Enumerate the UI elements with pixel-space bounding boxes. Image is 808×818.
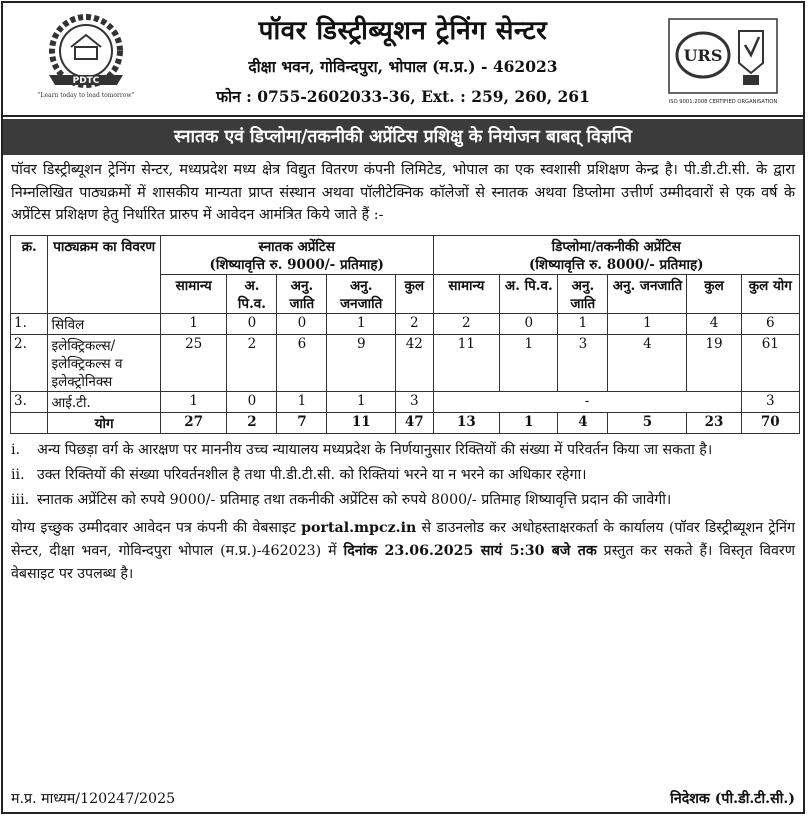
org-name: पॉवर डिस्ट्रीब्यूशन ट्रेनिंग सेन्टर — [258, 16, 548, 46]
iso-certification-logo — [667, 17, 779, 107]
grand-total: 70 — [741, 412, 799, 433]
sub-header: कुल — [687, 274, 741, 313]
svg-text:PDTC: PDTC — [72, 76, 100, 86]
sub-header: कुल — [396, 274, 433, 313]
deadline: दिनांक 23.06.2025 सायं 5:30 बजे तक — [343, 542, 597, 559]
sub-header: अनु. जनजाति — [608, 274, 687, 313]
cell: 6 — [277, 334, 327, 391]
instruction-text: योग्य इच्छुक उम्मीदवार आवेदन पत्र कंपनी की वेबसाइट — [11, 519, 302, 536]
svg-text:URS: URS — [683, 46, 723, 65]
sub-header: अनु. जाति — [277, 274, 327, 313]
sub-header: अ. पि.व. — [500, 274, 558, 313]
cell: 3 — [396, 391, 433, 412]
header-course: पाठ्यक्रम का विवरण — [48, 235, 160, 313]
note-number: iii. — [11, 491, 30, 508]
cell: 25 — [160, 334, 227, 391]
cell: 1 — [500, 334, 558, 391]
pdtc-logo — [31, 13, 141, 105]
sub-header-grand-total: कुल योग — [741, 274, 799, 313]
org-address: दीक्षा भवन, गोविन्दपुरा, भोपाल (म.प्र.) - 462023 — [248, 57, 558, 76]
row-serial: 1. — [11, 313, 48, 334]
total-cell: 2 — [227, 412, 277, 433]
total-cell: 47 — [396, 412, 433, 433]
sub-header: अनु. जनजाति — [327, 274, 396, 313]
notes-list — [3, 434, 803, 511]
signatory: निदेशक (पी.डी.टी.सी.) — [670, 791, 795, 807]
row-course: इलेक्ट्रिकल्स/ इलेक्ट्रिकल्स व इलेक्ट्रोनिक्स — [48, 334, 160, 391]
header — [3, 3, 803, 117]
list-item — [11, 465, 793, 486]
cell: 1 — [558, 313, 608, 334]
total-cell: 13 — [433, 412, 500, 433]
row-serial: 2. — [11, 334, 48, 391]
total-cell: 11 — [327, 412, 396, 433]
notice-title-banner: स्नातक एवं डिप्लोमा/तकनीकी अप्रेंटिस प्रशिक्षु के नियोजन बाबत् विज्ञप्ति — [3, 119, 803, 155]
cell: 2 — [433, 313, 500, 334]
footer — [11, 789, 795, 808]
svg-text:ISO 9001:2008 CERTIFIED ORGANI: ISO 9001:2008 CERTIFIED ORGANISATION — [668, 99, 778, 105]
notice-page — [1, 1, 805, 814]
instruction-text: प्रस्तुत कर सकते हैं। विस्तृत विवरण वेबसाइट पर उपलब्ध है। — [11, 542, 795, 582]
cell: 1 — [608, 313, 687, 334]
total-cell: 5 — [608, 412, 687, 433]
cell: 0 — [277, 313, 327, 334]
cell: 2 — [396, 313, 433, 334]
header-serial: क्र. — [11, 235, 48, 313]
total-cell: 4 — [558, 412, 608, 433]
note-number: i. — [11, 441, 21, 458]
cell: 6 — [741, 313, 799, 334]
cell: 3 — [741, 391, 799, 412]
total-cell: 23 — [687, 412, 741, 433]
note-number: ii. — [11, 466, 25, 483]
totals-row — [11, 412, 800, 433]
sub-header: सामान्य — [160, 274, 227, 313]
graduate-stipend: (शिष्यावृत्ति रु. 9000/- प्रतिमाह) — [209, 256, 384, 273]
cell: 19 — [687, 334, 741, 391]
note-text: अन्य पिछड़ा वर्ग के आरक्षण पर माननीय उच्च न्यायालय मध्यप्रदेश के निर्णयानुसार रिक्तियों की संख्या में परिवर्तन किया जा सकता है। — [37, 441, 713, 458]
note-text: उक्त रिक्तियों की संख्या परिवर्तनशील है तथा पी.डी.टी.सी. को रिक्तियां भरने या न भरने का अधिकार रहेगा। — [37, 466, 587, 483]
cell: 9 — [327, 334, 396, 391]
vacancy-table — [10, 235, 800, 434]
cell: 4 — [687, 313, 741, 334]
cell: 0 — [227, 391, 277, 412]
cell: 3 — [558, 334, 608, 391]
table-row — [11, 313, 800, 334]
header-text — [143, 11, 663, 107]
cell: 2 — [227, 334, 277, 391]
totals-label: योग — [48, 412, 160, 433]
cell: 1 — [327, 313, 396, 334]
cell: 0 — [227, 313, 277, 334]
row-course: आई.टी. — [48, 391, 160, 412]
cell: 1 — [160, 391, 227, 412]
cell-no-diploma: - — [433, 391, 741, 412]
cell: 1 — [160, 313, 227, 334]
sub-header: अ. पि.व. — [227, 274, 277, 313]
org-phone: फोन : 0755-2602033-36, Ext. : 259, 260, 261 — [216, 87, 590, 106]
header-graduate — [160, 235, 433, 274]
total-cell: 1 — [500, 412, 558, 433]
table-row — [11, 391, 800, 412]
reference-number: म.प्र. माध्यम/120247/2025 — [11, 791, 176, 807]
row-serial: 3. — [11, 391, 48, 412]
list-item — [11, 440, 793, 461]
cell: 61 — [741, 334, 799, 391]
cell: 1 — [277, 391, 327, 412]
cell: 1 — [327, 391, 396, 412]
cell: 42 — [396, 334, 433, 391]
cell: 11 — [433, 334, 500, 391]
intro-paragraph: पॉवर डिस्ट्रीब्यूशन ट्रेनिंग सेन्टर, मध्यप्रदेश मध्य क्षेत्र विद्युत वितरण कंपनी लिमिटेड, भोपाल का एक स्वशासी प्रशिक्षण केन्द्र है। पी.डी.टी.सी. के द्वारा निम्नलिखित पाठ्यक्रमों में शासकीय मान्यता प्राप्त संस्थान अथवा पॉलीटेक्निक कॉलेजों से स्नातक अथवा डिप्लोमा उत्तीर्ण उम्मीदवारों से एक वर्ष के अप्रेंटिस प्रशिक्षण हेतु निर्धारित प्रारुप में आवेदन आमंत्रित किये जाते हैं :- — [11, 162, 795, 223]
note-text: स्नातक अप्रेंटिस को रुपये 9000/- प्रतिमाह तथा तकनीकी अप्रेंटिस को रुपये 8000/- प्रतिमाह शिष्यावृत्ति प्रदान की जावेगी। — [37, 491, 672, 508]
cell: 4 — [608, 334, 687, 391]
cell: 0 — [500, 313, 558, 334]
row-course: सिविल — [48, 313, 160, 334]
total-cell: 27 — [160, 412, 227, 433]
svg-text:"Learn today to lead tomorrow": "Learn today to lead tomorrow" — [37, 92, 135, 99]
table-row — [11, 334, 800, 391]
total-cell: 7 — [277, 412, 327, 433]
application-instructions — [3, 515, 803, 586]
list-item — [11, 490, 793, 511]
website-link[interactable]: portal.mpcz.in — [301, 519, 417, 536]
sub-header: अनु. जाति — [558, 274, 608, 313]
diploma-title: डिप्लोमा/तकनीकी अप्रेंटिस — [551, 238, 681, 255]
sub-header: सामान्य — [433, 274, 500, 313]
graduate-title: स्नातक अप्रेंटिस — [258, 238, 335, 255]
instruction-text: से डाउनलोड कर अधोहस्ताक्षरकर्ता के कार्यालय (पॉवर डिस्ट्रीब्यूशन ट्रेनिंग सेन्टर, दीक्षा भवन, गोविन्दपुरा भोपाल (म.प्र.)-462023) में — [11, 519, 796, 559]
header-diploma — [433, 235, 799, 274]
diploma-stipend: (शिष्यावृत्ति रु. 8000/- प्रतिमाह) — [529, 256, 704, 273]
